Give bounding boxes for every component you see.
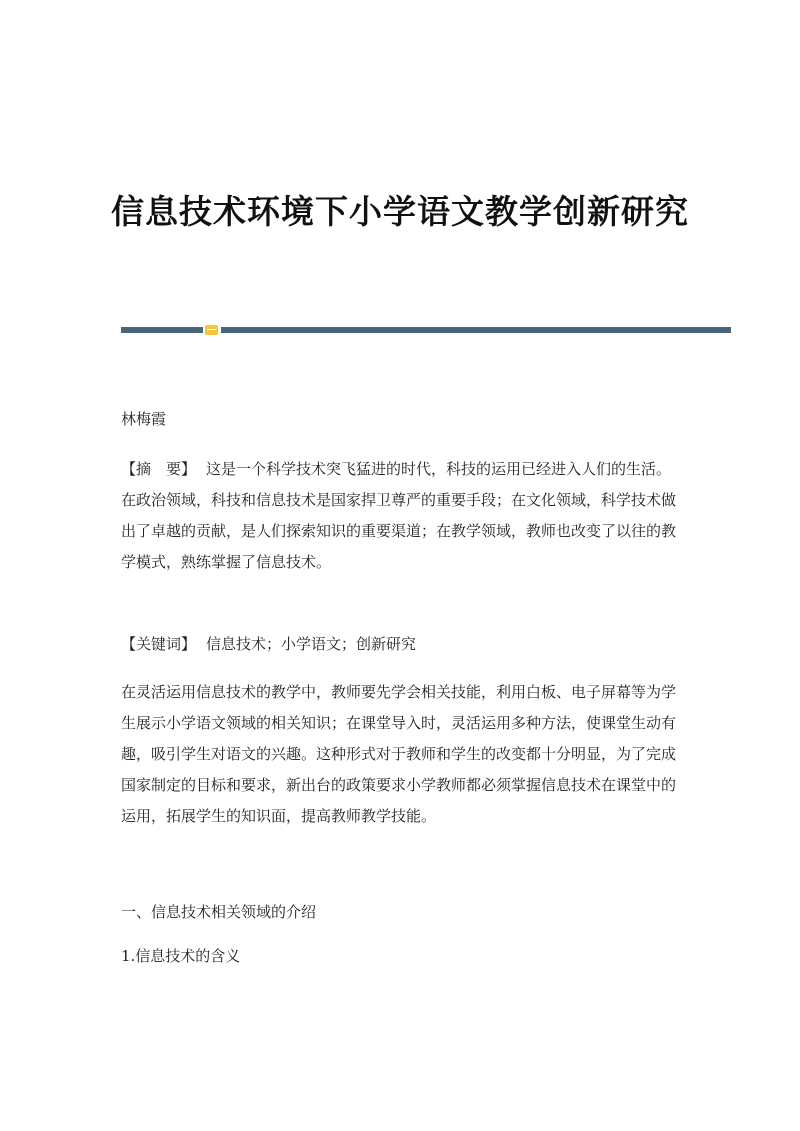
abstract-text: 这是一个科学技术突飞猛进的时代，科技的运用已经进入人们的生活。在政治领域，科技和信息技术是国家捍卫尊严的重要手段；在文化领域，科学技术做出了卓越的贡献，是人们探索知识的重要渠道；在教学领域，教师也改变了以往的教学模式，熟练掌握了信息技术。: [121, 460, 677, 571]
abstract-label: 【摘 要】: [121, 460, 197, 478]
divider-bar-left: [121, 327, 203, 333]
subsection-heading: 1.信息技术的含义: [121, 947, 241, 965]
divider-bar-right: [221, 327, 731, 333]
section-heading: 一、信息技术相关领域的介绍: [121, 903, 317, 921]
intro-paragraph: 在灵活运用信息技术的教学中，教师要先学会相关技能，利用白板、电子屏幕等为学生展示小学语文领域的相关知识；在课堂导入时，灵活运用多种方法，使课堂生动有趣，吸引学生对语文的兴趣。这种形式对于教师和学生的改变都十分明显，为了完成国家制定的目标和要求，新出台的政策要求小学教师都必须掌握信息技术在课堂中的运用，拓展学生的知识面，提高教师教学技能。: [121, 683, 677, 825]
keywords-text: 信息技术；小学语文；创新研究: [206, 635, 417, 653]
abstract-paragraph: [121, 454, 681, 578]
title-divider: [121, 326, 731, 334]
keywords-label: 【关键词】: [121, 635, 197, 653]
divider-marker-icon: [205, 325, 218, 335]
author-name: 林梅霞: [121, 410, 167, 428]
keywords-paragraph: [121, 629, 681, 660]
document-title: 信息技术环境下小学语文教学创新研究: [111, 192, 689, 231]
